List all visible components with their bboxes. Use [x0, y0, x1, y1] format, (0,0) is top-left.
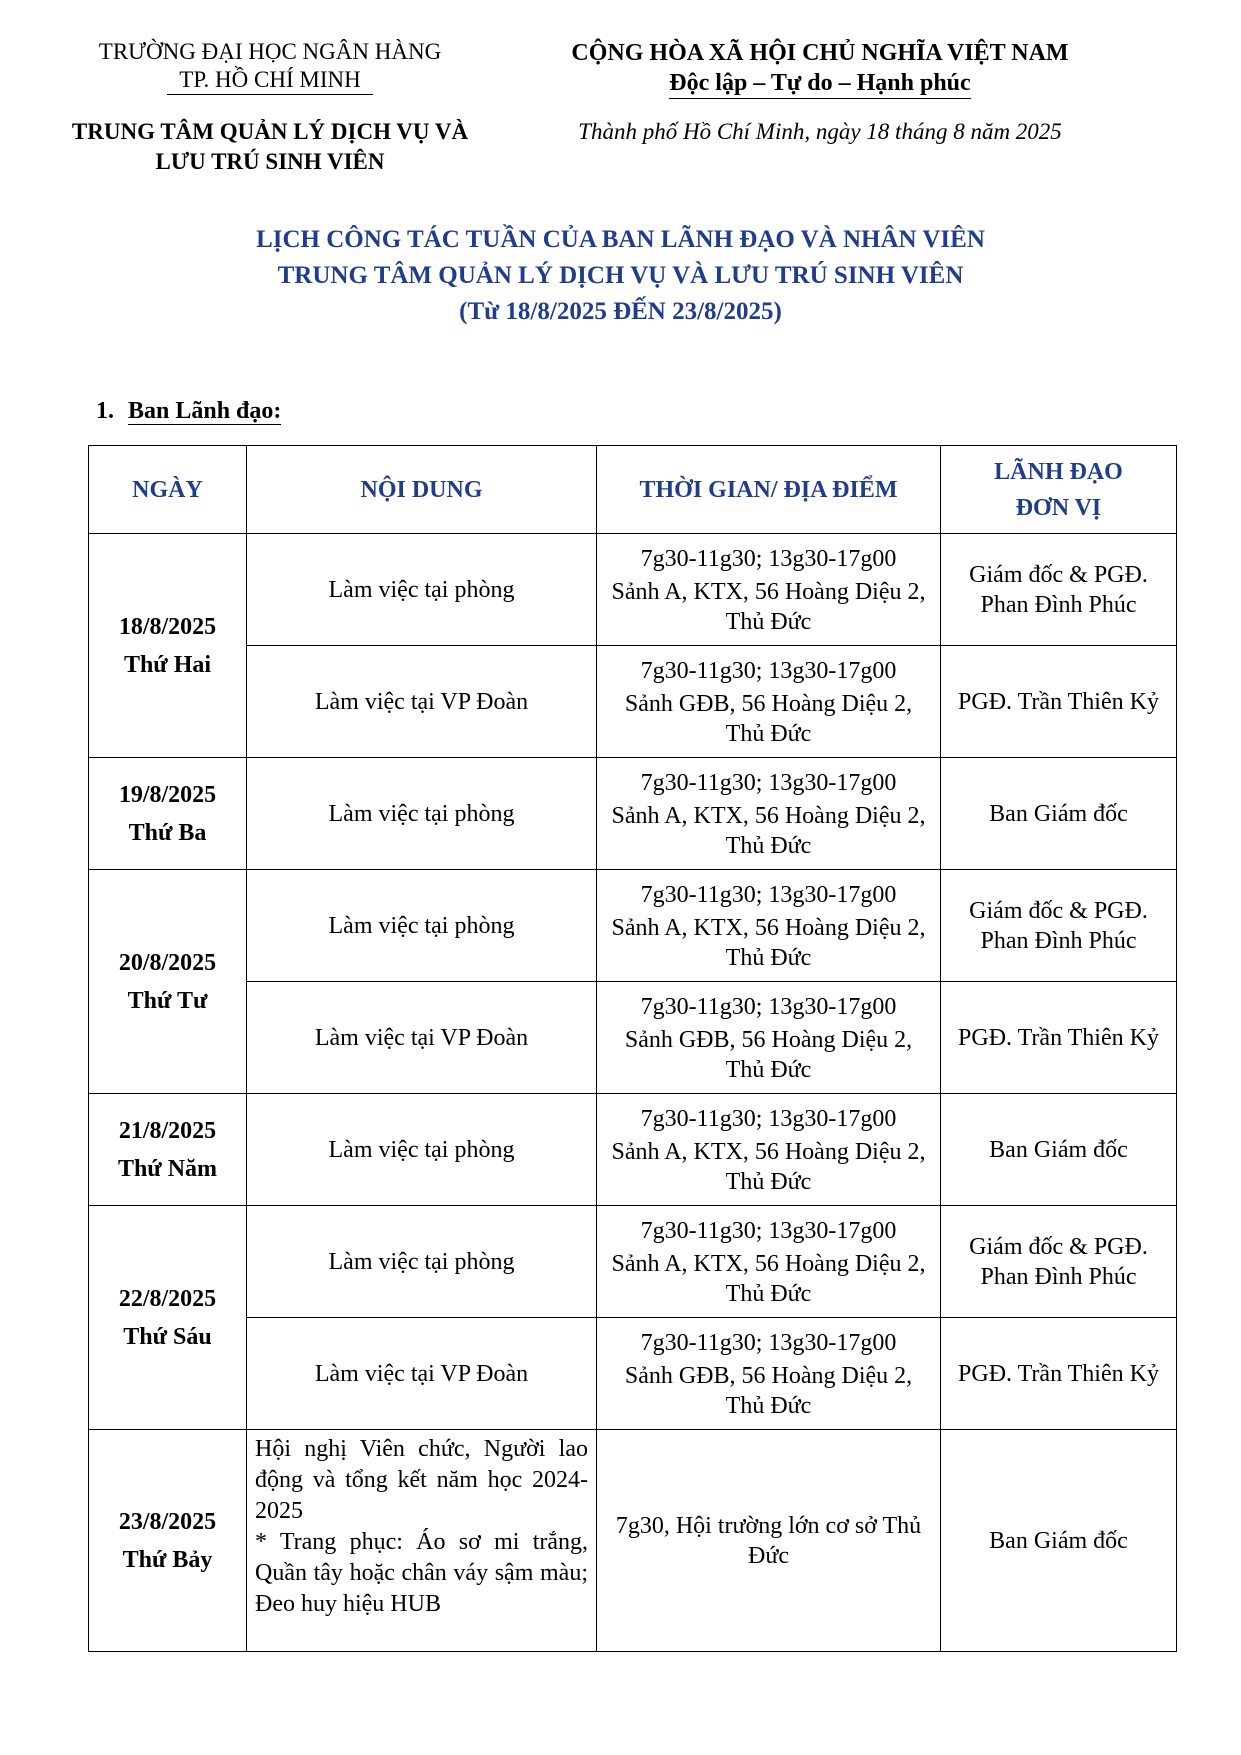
leader-cell: Ban Giám đốc	[941, 1094, 1177, 1206]
date-text: 20/8/2025	[118, 949, 217, 976]
time-text: 7g30-11g30; 13g30-17g00	[640, 545, 897, 572]
table-row	[89, 1206, 1177, 1318]
document-date: Thành phố Hồ Chí Minh, ngày 18 tháng 8 năm 2025	[578, 119, 1062, 144]
date-text: 21/8/2025	[118, 1117, 217, 1144]
time-place-cell	[597, 1206, 941, 1318]
weekday-text: Thứ Bảy	[122, 1546, 213, 1573]
table-header-row	[89, 446, 1177, 534]
leader-cell: Ban Giám đốc	[941, 758, 1177, 870]
leader-cell: PGĐ. Trần Thiên Kỷ	[941, 982, 1177, 1094]
national-header	[560, 38, 1080, 147]
time-place-cell: 7g30, Hội trường lớn cơ sở Thủ Đức	[597, 1430, 941, 1652]
leader-cell: Giám đốc & PGĐ. Phan Đình Phúc	[941, 1206, 1177, 1318]
time-place-cell	[597, 982, 941, 1094]
date-text: 18/8/2025	[118, 613, 217, 640]
date-text: 19/8/2025	[118, 781, 217, 808]
document-title	[60, 222, 1181, 330]
issuer-header	[50, 38, 490, 177]
time-text: 7g30-11g30; 13g30-17g00	[640, 993, 897, 1020]
unit-name-line1: TRUNG TÂM QUẢN LÝ DỊCH VỤ VÀ	[71, 119, 469, 144]
weekday-text: Thứ Sáu	[123, 1323, 212, 1350]
table-row	[89, 1318, 1177, 1430]
day-cell	[89, 1430, 247, 1652]
time-text: 7g30-11g30; 13g30-17g00	[640, 769, 897, 796]
content-cell: Làm việc tại phòng	[247, 870, 597, 982]
time-text: 7g30-11g30; 13g30-17g00	[640, 1329, 897, 1356]
unit-name-line2: LƯU TRÚ SINH VIÊN	[155, 149, 385, 174]
day-cell	[89, 1206, 247, 1430]
national-motto: Độc lập – Tự do – Hạnh phúc	[669, 68, 970, 99]
content-cell: Làm việc tại VP Đoàn	[247, 982, 597, 1094]
weekday-text: Thứ Tư	[127, 987, 208, 1014]
leader-cell: Giám đốc & PGĐ. Phan Đình Phúc	[941, 870, 1177, 982]
day-cell	[89, 534, 247, 758]
place-text: Sảnh A, KTX, 56 Hoàng Diệu 2, Thủ Đức	[611, 578, 926, 635]
content-cell	[247, 1430, 597, 1652]
content-cell: Làm việc tại phòng	[247, 1206, 597, 1318]
content-cell: Làm việc tại VP Đoàn	[247, 646, 597, 758]
weekday-text: Thứ Ba	[128, 819, 207, 846]
time-place-cell	[597, 758, 941, 870]
table-row	[89, 534, 1177, 646]
leader-cell: PGĐ. Trần Thiên Kỷ	[941, 646, 1177, 758]
header-day: NGÀY	[89, 446, 247, 534]
time-place-cell	[597, 646, 941, 758]
time-text: 7g30-11g30; 13g30-17g00	[640, 1217, 897, 1244]
date-text: 22/8/2025	[118, 1285, 217, 1312]
day-cell	[89, 1094, 247, 1206]
day-cell	[89, 758, 247, 870]
place-text: Sảnh GĐB, 56 Hoàng Diệu 2, Thủ Đức	[624, 690, 913, 747]
weekday-text: Thứ Hai	[123, 651, 212, 678]
national-title: CỘNG HÒA XÃ HỘI CHỦ NGHĨA VIỆT NAM	[571, 40, 1069, 66]
table-row	[89, 646, 1177, 758]
university-city: TP. HỒ CHÍ MINH	[167, 66, 372, 95]
weekday-text: Thứ Năm	[117, 1155, 218, 1182]
time-place-cell	[597, 1094, 941, 1206]
header-leader-line2: ĐƠN VỊ	[1015, 494, 1102, 521]
content-text: Hội nghị Viên chức, Người lao động và tổng kết năm học 2024-2025	[255, 1436, 588, 1524]
section-heading	[96, 398, 281, 425]
time-text: 7g30-11g30; 13g30-17g00	[640, 1105, 897, 1132]
header-time-place: THỜI GIAN/ ĐỊA ĐIỂM	[597, 446, 941, 534]
header-leader	[941, 446, 1177, 534]
title-line1: LỊCH CÔNG TÁC TUẦN CỦA BAN LÃNH ĐẠO VÀ NHÂN VIÊN	[256, 226, 985, 253]
time-place-cell	[597, 534, 941, 646]
place-text: Sảnh A, KTX, 56 Hoàng Diệu 2, Thủ Đức	[611, 1138, 926, 1195]
leader-cell: Ban Giám đốc	[941, 1430, 1177, 1652]
date-text: 23/8/2025	[118, 1508, 217, 1535]
time-place-cell	[597, 870, 941, 982]
title-line2: TRUNG TÂM QUẢN LÝ DỊCH VỤ VÀ LƯU TRÚ SINH VIÊN	[277, 262, 964, 289]
title-line3: (Từ 18/8/2025 ĐẾN 23/8/2025)	[459, 298, 782, 325]
table-row	[89, 1094, 1177, 1206]
time-text: 7g30-11g30; 13g30-17g00	[640, 881, 897, 908]
dress-code-note: * Trang phục: Áo sơ mi trắng, Quần tây hoặc chân váy sậm màu; Đeo huy hiệu HUB	[255, 1529, 588, 1617]
day-cell	[89, 870, 247, 1094]
leader-cell: Giám đốc & PGĐ. Phan Đình Phúc	[941, 534, 1177, 646]
content-cell: Làm việc tại phòng	[247, 758, 597, 870]
header-leader-line1: LÃNH ĐẠO	[994, 458, 1123, 485]
place-text: Sảnh GĐB, 56 Hoàng Diệu 2, Thủ Đức	[624, 1362, 913, 1419]
time-text: 7g30-11g30; 13g30-17g00	[640, 657, 897, 684]
university-name: TRƯỜNG ĐẠI HỌC NGÂN HÀNG	[98, 39, 442, 64]
table-row	[89, 758, 1177, 870]
section-label: Ban Lãnh đạo:	[128, 398, 282, 424]
place-text: Sảnh A, KTX, 56 Hoàng Diệu 2, Thủ Đức	[611, 1250, 926, 1307]
table-row	[89, 870, 1177, 982]
table-row	[89, 1430, 1177, 1652]
schedule-table	[88, 445, 1177, 1652]
content-cell: Làm việc tại VP Đoàn	[247, 1318, 597, 1430]
table-row	[89, 982, 1177, 1094]
content-cell: Làm việc tại phòng	[247, 534, 597, 646]
content-cell: Làm việc tại phòng	[247, 1094, 597, 1206]
place-text: Sảnh A, KTX, 56 Hoàng Diệu 2, Thủ Đức	[611, 914, 926, 971]
place-text: Sảnh A, KTX, 56 Hoàng Diệu 2, Thủ Đức	[611, 802, 926, 859]
header-content: NỘI DUNG	[247, 446, 597, 534]
section-number: 1.	[96, 398, 114, 424]
place-text: Sảnh GĐB, 56 Hoàng Diệu 2, Thủ Đức	[624, 1026, 913, 1083]
time-place-cell	[597, 1318, 941, 1430]
leader-cell: PGĐ. Trần Thiên Kỷ	[941, 1318, 1177, 1430]
